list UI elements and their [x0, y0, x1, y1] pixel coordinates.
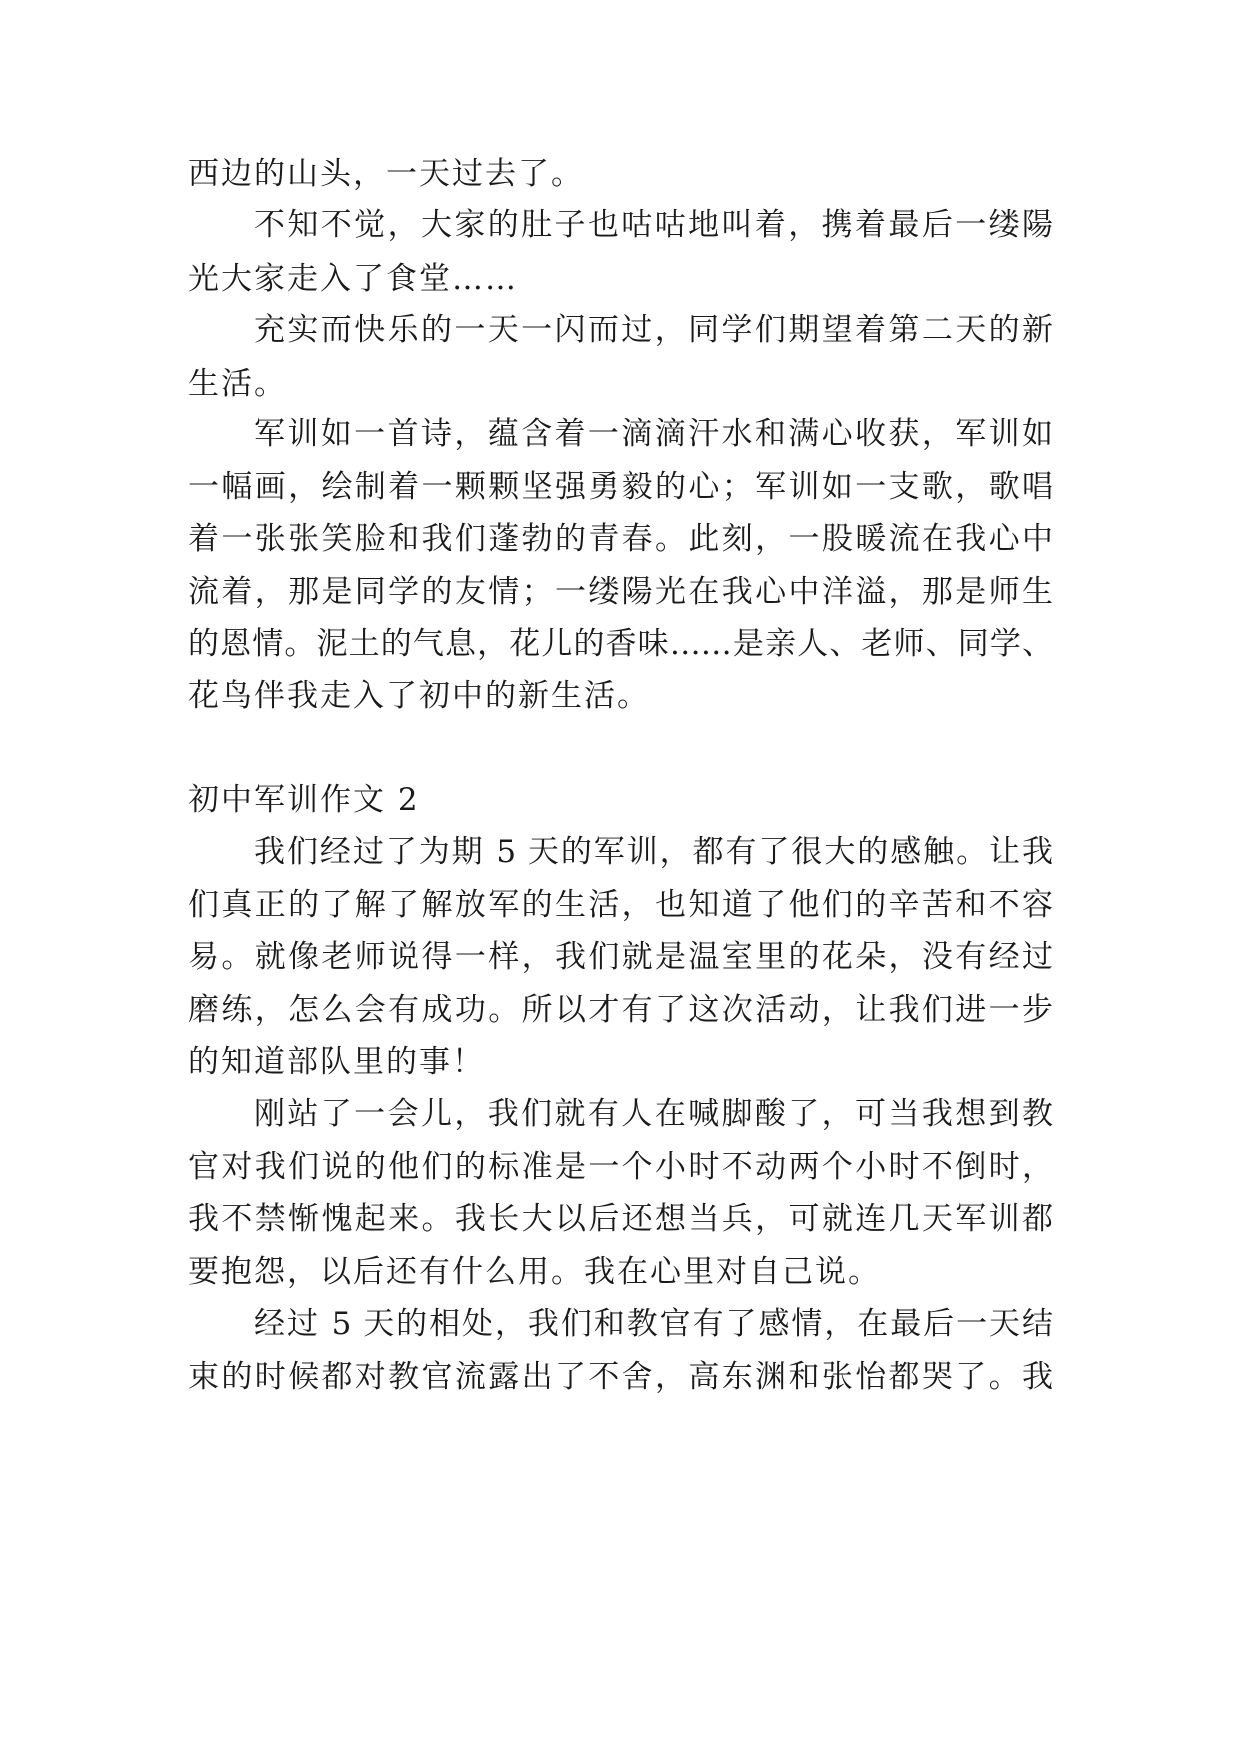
text-line: 生活。: [188, 366, 287, 402]
text-line: 官对我们说的他们的标准是一个小时不动两个小时不倒时，: [188, 1149, 1053, 1185]
text-line: 军训如一首诗，蕴含着一滴滴汗水和满心收获，军训如: [254, 416, 1053, 452]
text-line: 经过 5 天的相处，我们和教官有了感情，在最后一天结: [254, 1306, 1053, 1342]
text-line: 西边的山头，一天过去了。: [188, 156, 584, 192]
text-line: 的恩情。泥土的气息，花儿的香味……是亲人、老师、同学、: [188, 626, 1053, 662]
text-line: 的知道部队里的事！: [188, 1044, 485, 1080]
text-line: 花鸟伴我走入了初中的新生活。: [188, 678, 650, 714]
text-line: 流着，那是同学的友情；一缕陽光在我心中洋溢，那是师生: [188, 574, 1053, 610]
text-line: 不知不觉，大家的肚子也咕咕地叫着，携着最后一缕陽: [254, 207, 1053, 243]
text-line: 刚站了一会儿，我们就有人在喊脚酸了，可当我想到教: [254, 1096, 1053, 1132]
text-line: 易。就像老师说得一样，我们就是温室里的花朵，没有经过: [188, 939, 1053, 975]
text-line: 们真正的了解了解放军的生活，也知道了他们的辛苦和不容: [188, 887, 1053, 923]
text-line: 要抱怨，以后还有什么用。我在心里对自己说。: [188, 1254, 881, 1290]
section-heading: 初中军训作文 2: [188, 782, 420, 818]
text-line: 充实而快乐的一天一闪而过，同学们期望着第二天的新: [254, 312, 1053, 348]
text-line: 我不禁惭愧起来。我长大以后还想当兵，可就连几天军训都: [188, 1201, 1053, 1237]
text-line: 光大家走入了食堂……: [188, 261, 518, 297]
text-line: 一幅画，绘制着一颗颗坚强勇毅的心；军训如一支歌，歌唱: [188, 469, 1053, 505]
text-line: 我们经过了为期 5 天的军训，都有了很大的感触。让我: [254, 834, 1053, 870]
text-line: 磨练，怎么会有成功。所以才有了这次活动，让我们进一步: [188, 992, 1053, 1028]
text-line: 着一张张笑脸和我们蓬勃的青春。此刻，一股暖流在我心中: [188, 521, 1053, 557]
text-line: 束的时候都对教官流露出了不舍，高东渊和张怡都哭了。我: [188, 1359, 1053, 1395]
